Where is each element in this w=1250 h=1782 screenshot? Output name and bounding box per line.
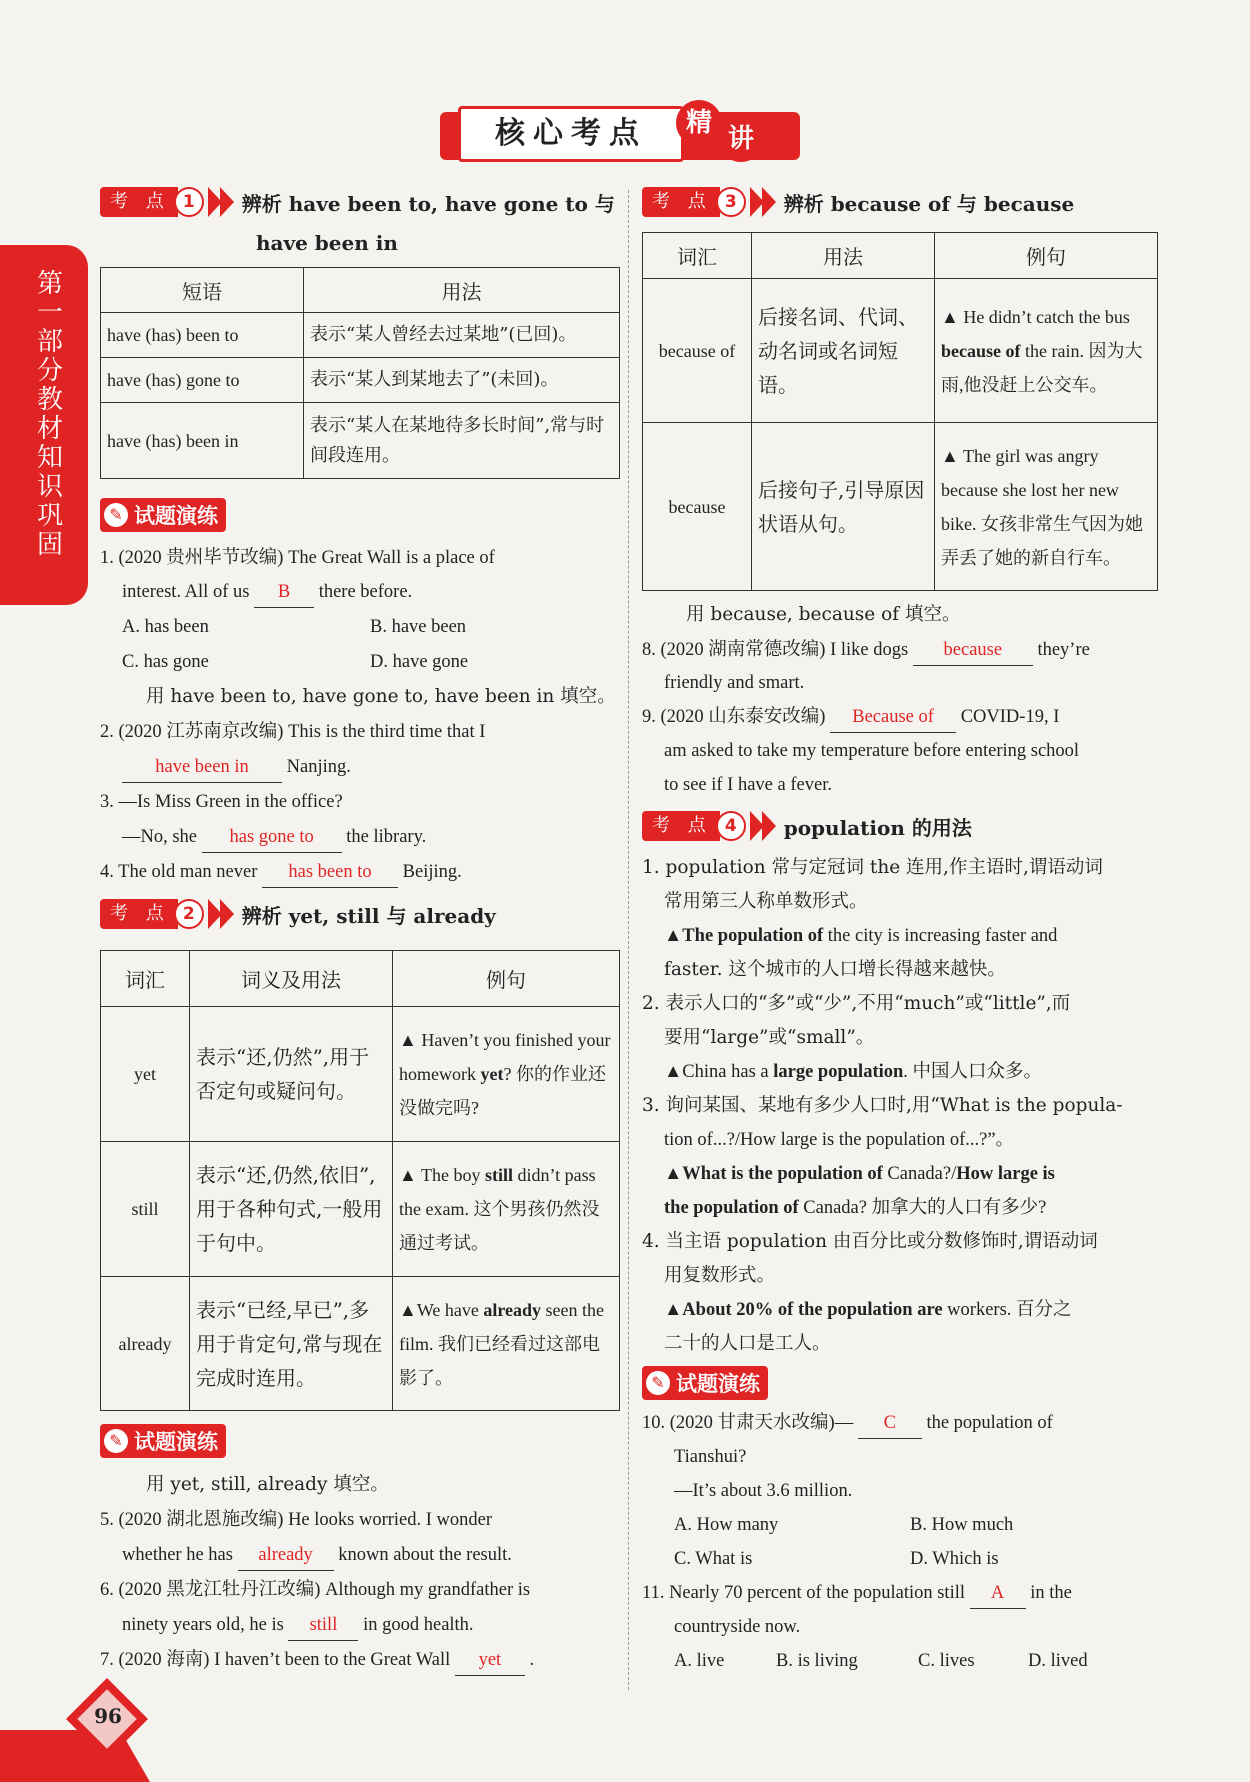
q5-line2 bbox=[122, 1540, 512, 1571]
q5-line1: 5. (2020 湖北恩施改编) He looks worried. I wonder bbox=[100, 1510, 493, 1530]
practice-icon: ✎ bbox=[646, 1371, 670, 1395]
table-cell: 表示“还,仍然,依旧”,用于各种句式,一般用于句中。 bbox=[190, 1142, 393, 1277]
q11-text: 11. Nearly 70 percent of the population still bbox=[642, 1583, 965, 1603]
kd4-p4d: 二十的人口是工人。 bbox=[664, 1333, 831, 1354]
q11-answer: A bbox=[970, 1578, 1026, 1609]
q2-text: Nanjing. bbox=[286, 757, 351, 777]
kd4-p1b: 常用第三人称单数形式。 bbox=[664, 891, 868, 912]
kd3-title: 辨析 because of 与 because bbox=[783, 191, 1075, 216]
q5-text: whether he has bbox=[122, 1545, 233, 1565]
q6-line2 bbox=[122, 1610, 474, 1641]
table-header: 短语 bbox=[101, 268, 304, 313]
q10-text: 10. (2020 甘肃天水改编)— bbox=[642, 1413, 854, 1433]
q3-line1: 3. —Is Miss Green in the office? bbox=[100, 792, 343, 812]
fill-instruction-1: 用 have been to, have gone to, have been in 填空。 bbox=[146, 686, 616, 707]
practice-header bbox=[100, 498, 226, 532]
kd-number: 1 bbox=[174, 187, 204, 217]
q1-line2 bbox=[122, 577, 412, 608]
table-header: 词义及用法 bbox=[190, 951, 393, 1007]
table-header: 用法 bbox=[752, 233, 935, 279]
q1-text: there before. bbox=[318, 582, 413, 602]
table-header: 用法 bbox=[304, 268, 620, 313]
table-header: 例句 bbox=[935, 233, 1158, 279]
kd1-title-cont: have been in bbox=[256, 231, 398, 255]
q10-text: the population of bbox=[926, 1413, 1053, 1433]
kd-label: 考 点 bbox=[642, 811, 720, 841]
q9-answer: Because of bbox=[830, 702, 956, 733]
kd4-p1d: faster. 这个城市的人口增长得越来越快。 bbox=[664, 959, 1006, 980]
kd1-header bbox=[100, 186, 615, 218]
q7-text: 7. (2020 海南) I haven’t been to the Great Wall bbox=[100, 1650, 451, 1670]
q9-line3: to see if I have a fever. bbox=[664, 775, 832, 795]
kd2-table bbox=[100, 950, 620, 1411]
table-cell: 表示“某人到某地去了”(未回)。 bbox=[304, 358, 620, 403]
q8-line1 bbox=[642, 635, 1090, 666]
practice-label: 试题演练 bbox=[134, 504, 218, 528]
q4-answer: has been to bbox=[262, 857, 398, 888]
column-divider bbox=[628, 190, 629, 1690]
page-number: 96 bbox=[94, 1704, 122, 1728]
practice-header bbox=[642, 1366, 768, 1400]
q9-text: COVID-19, I bbox=[960, 707, 1060, 727]
table-cell: 表示“已经,早已”,多用于肯定句,常与现在完成时连用。 bbox=[190, 1277, 393, 1411]
kd-number: 4 bbox=[716, 811, 746, 841]
arrow-icon bbox=[220, 899, 234, 929]
table-cell: have (has) been to bbox=[101, 313, 304, 358]
q2-line2 bbox=[122, 752, 351, 783]
q8-line2: friendly and smart. bbox=[664, 673, 805, 693]
table-cell: 后接句子,引导原因状语从句。 bbox=[752, 423, 935, 591]
arrow-icon bbox=[762, 811, 776, 841]
table-cell: ▲ The boy still didn’t pass the exam. 这个男孩仍然没通过考试。 bbox=[393, 1142, 620, 1277]
table-cell: 表示“还,仍然”,用于否定句或疑问句。 bbox=[190, 1007, 393, 1142]
table-cell: ▲ Haven’t you finished your homework yet? 你的作业还没做完吗? bbox=[393, 1007, 620, 1142]
q1-option-a: A. has been bbox=[122, 617, 209, 637]
kd4-p3c: ▲What is the population of Canada?/How large is bbox=[664, 1164, 1055, 1184]
kd-label: 考 点 bbox=[100, 187, 178, 217]
kd4-p2c: ▲China has a large population. 中国人口众多。 bbox=[664, 1062, 1043, 1082]
kd-label: 考 点 bbox=[100, 899, 178, 929]
kd1-title: 辨析 have been to, have gone to 与 bbox=[241, 191, 615, 216]
kd4-p4c: ▲About 20% of the population are workers. 百分之 bbox=[664, 1300, 1072, 1320]
q9-line2: am asked to take my temperature before entering school bbox=[664, 741, 1080, 761]
table-header: 词汇 bbox=[643, 233, 752, 279]
q10-option-a: A. How many bbox=[674, 1515, 779, 1535]
q1-answer: B bbox=[254, 577, 314, 608]
kd4-p3a: 3. 询问某国、某地有多少人口时,用“What is the popula- bbox=[642, 1095, 1123, 1116]
q10-line1 bbox=[642, 1408, 1053, 1439]
table-cell: have (has) gone to bbox=[101, 358, 304, 403]
q1-option-d: D. have gone bbox=[370, 652, 469, 672]
kd4-p2a: 2. 表示人口的“多”或“少”,不用“much”或“little”,而 bbox=[642, 993, 1071, 1014]
q10-option-b: B. How much bbox=[910, 1515, 1014, 1535]
q6-text: in good health. bbox=[363, 1615, 474, 1635]
kd4-p3b: tion of...?/How large is the population of...?”。 bbox=[664, 1130, 1015, 1150]
practice-icon: ✎ bbox=[104, 503, 128, 527]
bottom-decoration bbox=[0, 1730, 1250, 1782]
table-header: 例句 bbox=[393, 951, 620, 1007]
kd2-header bbox=[100, 898, 496, 930]
q5-text: known about the result. bbox=[338, 1545, 512, 1565]
q5-answer: already bbox=[238, 1540, 334, 1571]
table-header: 词汇 bbox=[101, 951, 190, 1007]
q10-line2: Tianshui? bbox=[674, 1447, 747, 1467]
q6-answer: still bbox=[288, 1610, 358, 1641]
q10-option-c: C. What is bbox=[674, 1549, 753, 1569]
title-circle-2: 讲 bbox=[718, 116, 764, 162]
q11-text: in the bbox=[1030, 1583, 1072, 1603]
table-cell: already bbox=[101, 1277, 190, 1411]
q11-option-c: C. lives bbox=[918, 1651, 975, 1671]
q8-answer: because bbox=[913, 635, 1033, 666]
table-cell: 表示“某人曾经去过某地”(已回)。 bbox=[304, 313, 620, 358]
practice-icon: ✎ bbox=[104, 1429, 128, 1453]
q7-line1 bbox=[100, 1645, 534, 1676]
q1-text: interest. All of us bbox=[122, 582, 250, 602]
table-cell: 表示“某人在某地待多长时间”,常与时间段连用。 bbox=[304, 403, 620, 479]
kd4-title: population 的用法 bbox=[783, 815, 972, 840]
kd-label: 考 点 bbox=[642, 187, 720, 217]
q4-line1 bbox=[100, 857, 462, 888]
practice-label: 试题演练 bbox=[134, 1430, 218, 1454]
kd4-p1c: ▲The population of the city is increasing faster and bbox=[664, 926, 1058, 946]
q4-text: 4. The old man never bbox=[100, 862, 258, 882]
q3-text: —No, she bbox=[122, 827, 198, 847]
q1-line1: 1. (2020 贵州毕节改编) The Great Wall is a place of bbox=[100, 548, 495, 568]
page-title: 核心考点 bbox=[458, 106, 684, 162]
kd3-table bbox=[642, 232, 1158, 591]
kd1-table bbox=[100, 267, 620, 479]
kd3-header bbox=[642, 186, 1074, 218]
fill-instruction-2: 用 yet, still, already 填空。 bbox=[146, 1474, 389, 1495]
q6-line1: 6. (2020 黑龙江牡丹江改编) Although my grandfather is bbox=[100, 1580, 531, 1600]
kd4-p4b: 用复数形式。 bbox=[664, 1265, 776, 1286]
q10-line3: —It’s about 3.6 million. bbox=[674, 1481, 853, 1501]
q10-answer: C bbox=[858, 1408, 922, 1439]
q1-option-b: B. have been bbox=[370, 617, 467, 637]
kd-number: 2 bbox=[174, 899, 204, 929]
q8-text: 8. (2020 湖南常德改编) I like dogs bbox=[642, 640, 909, 660]
table-cell: because bbox=[643, 423, 752, 591]
arrow-icon bbox=[220, 187, 234, 217]
arrow-icon bbox=[762, 187, 776, 217]
table-cell: because of bbox=[643, 279, 752, 423]
q3-text: the library. bbox=[346, 827, 427, 847]
q11-option-a: A. live bbox=[674, 1651, 725, 1671]
q2-answer: have been in bbox=[122, 752, 282, 783]
q9-line1 bbox=[642, 702, 1059, 733]
q3-answer: has gone to bbox=[202, 822, 342, 853]
table-cell: still bbox=[101, 1142, 190, 1277]
q11-line2: countryside now. bbox=[674, 1617, 801, 1637]
q2-line1: 2. (2020 江苏南京改编) This is the third time that I bbox=[100, 722, 486, 742]
table-cell: 后接名词、代词、动名词或名词短语。 bbox=[752, 279, 935, 423]
q11-line1 bbox=[642, 1578, 1072, 1609]
kd4-p3d: the population of Canada? 加拿大的人口有多少? bbox=[664, 1198, 1047, 1218]
q1-option-c: C. has gone bbox=[122, 652, 209, 672]
fill-instruction-3: 用 because, because of 填空。 bbox=[686, 604, 961, 625]
q9-text: 9. (2020 山东泰安改编) bbox=[642, 707, 826, 727]
q3-line2 bbox=[122, 822, 426, 853]
table-cell: ▲We have already seen the film. 我们已经看过这部电影了。 bbox=[393, 1277, 620, 1411]
title-circle-1: 精 bbox=[676, 100, 722, 146]
q6-text: ninety years old, he is bbox=[122, 1615, 284, 1635]
q8-text: they’re bbox=[1037, 640, 1090, 660]
table-cell: ▲ The girl was angry because she lost her new bike. 女孩非常生气因为她弄丢了她的新自行车。 bbox=[935, 423, 1158, 591]
q7-answer: yet bbox=[455, 1645, 525, 1676]
kd4-p4a: 4. 当主语 population 由百分比或分数修饰时,谓语动词 bbox=[642, 1231, 1098, 1252]
table-cell: ▲ He didn’t catch the bus because of the rain. 因为大雨,他没赶上公交车。 bbox=[935, 279, 1158, 423]
table-cell: yet bbox=[101, 1007, 190, 1142]
kd-number: 3 bbox=[716, 187, 746, 217]
q10-option-d: D. Which is bbox=[910, 1549, 999, 1569]
kd4-p2b: 要用“large”或“small”。 bbox=[664, 1027, 875, 1048]
side-tab-label: 第一部分 教材知识巩固 bbox=[36, 269, 63, 560]
q11-option-d: D. lived bbox=[1028, 1651, 1088, 1671]
q7-text: . bbox=[529, 1650, 535, 1670]
kd2-title: 辨析 yet, still 与 already bbox=[241, 903, 496, 928]
q4-text: Beijing. bbox=[402, 862, 462, 882]
table-cell: have (has) been in bbox=[101, 403, 304, 479]
kd4-header bbox=[642, 810, 972, 842]
practice-label: 试题演练 bbox=[676, 1372, 760, 1396]
kd4-p1a: 1. population 常与定冠词 the 连用,作主语时,谓语动词 bbox=[642, 857, 1103, 878]
practice-header bbox=[100, 1424, 226, 1458]
q11-option-b: B. is living bbox=[776, 1651, 858, 1671]
